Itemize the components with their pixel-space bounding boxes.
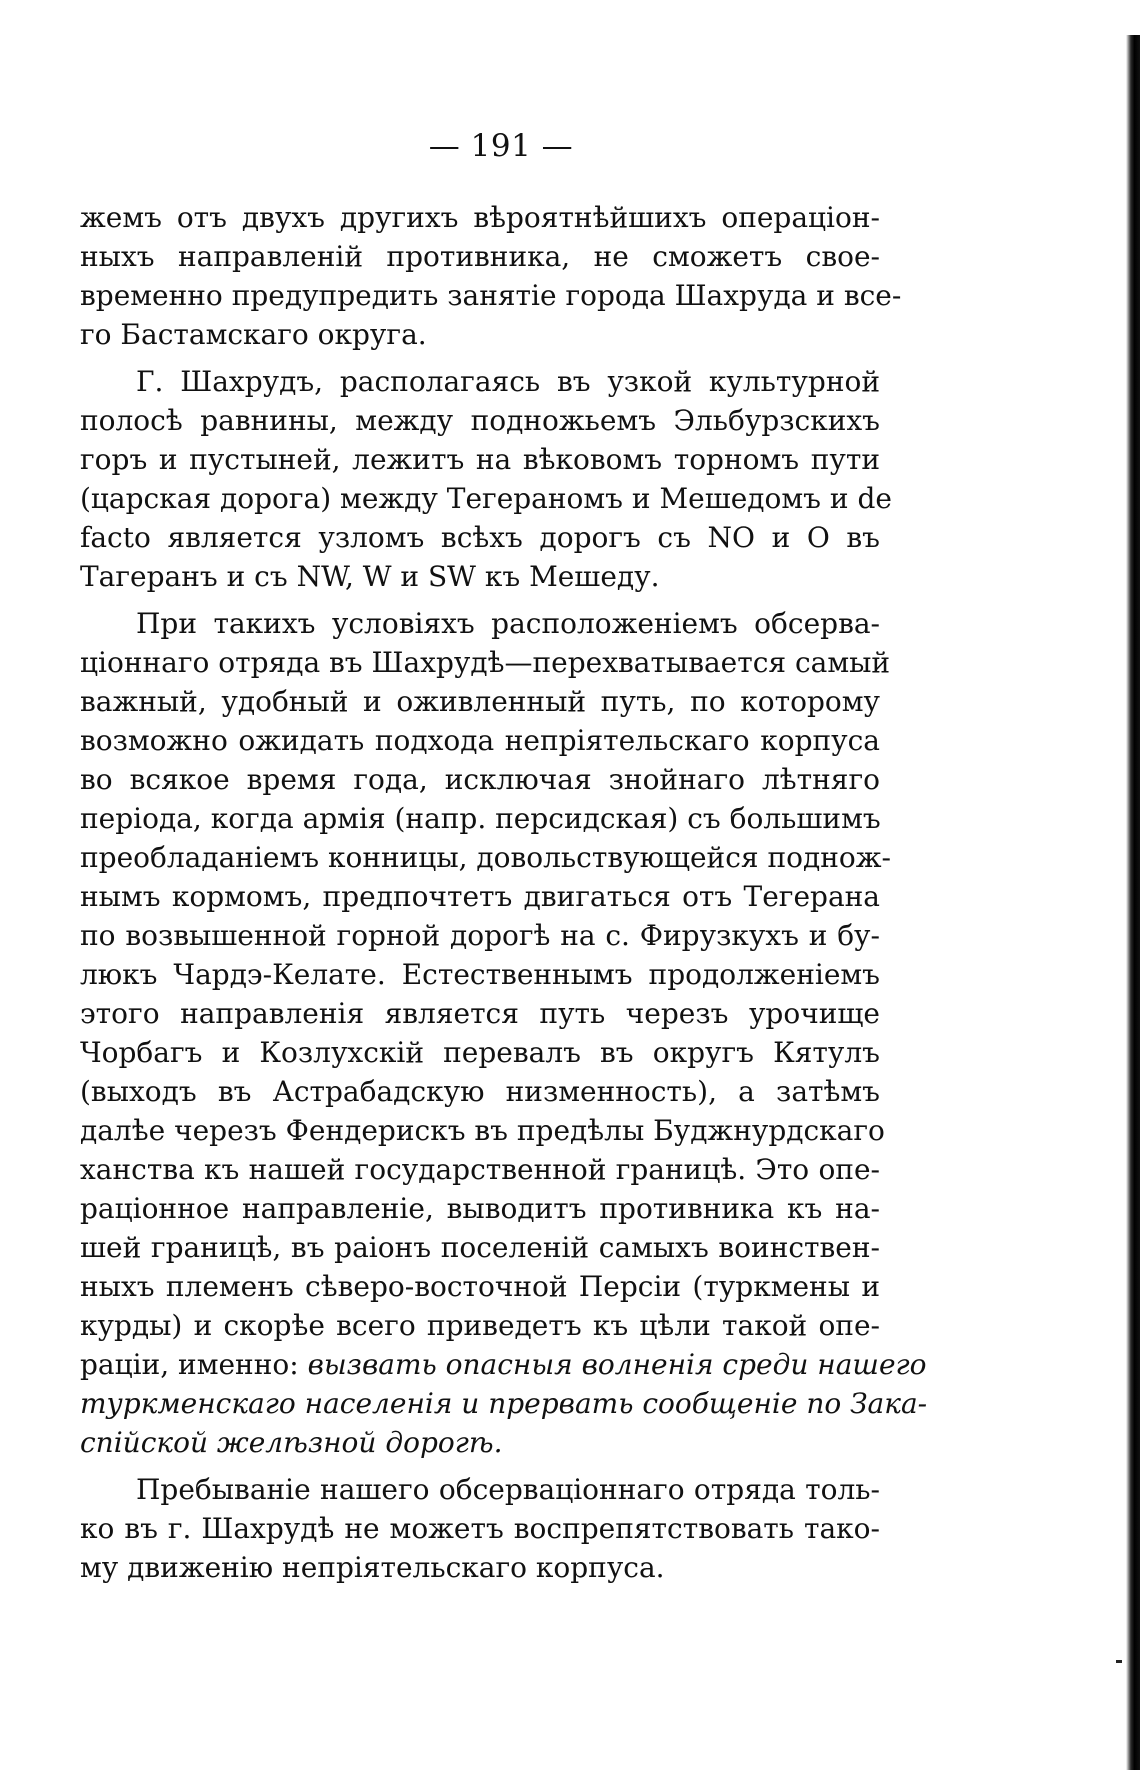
text-line: преобладаніемъ конницы, довольствующейся поднож-: [80, 841, 891, 874]
text-line: шей границѣ, въ раіонъ поселеній самыхъ воинствен-: [80, 1231, 880, 1264]
scan-speck: [1116, 1660, 1122, 1663]
text-line: ко въ г. Шахрудѣ не можетъ воспрепятствовать тако-: [80, 1512, 880, 1545]
text-line-italic: [80, 1423, 880, 1462]
text-line: ныхъ племенъ сѣверо-восточной Персіи (туркмены и: [80, 1270, 880, 1303]
text-line: курды) и скорѣе всего приведетъ къ цѣли такой опе-: [80, 1309, 880, 1342]
text-line: періода, когда армія (напр. персидская) съ большимъ: [80, 802, 881, 835]
text-line: жемъ отъ двухъ другихъ вѣроятнѣйшихъ операціон-: [80, 201, 880, 234]
paragraph-1: [80, 198, 902, 354]
emphasis-text: туркменскаго населенія и прервать сообщеніе по Зака-: [80, 1387, 928, 1420]
text-line: facto является узломъ всѣхъ дорогъ съ NO и O въ: [80, 521, 880, 554]
text-line-italic: [80, 1384, 928, 1423]
emphasis-text: спійской желѣзной дорогѣ.: [80, 1426, 503, 1459]
text-line: полосѣ равнины, между подножьемъ Эльбурзскихъ: [80, 404, 880, 437]
text-line: (выходъ въ Астрабадскую низменность), а затѣмъ: [80, 1075, 880, 1108]
text-line: го Бастамскаго округа.: [80, 318, 427, 351]
text-line: Пребываніе нашего обсерваціоннаго отряда толь-: [136, 1473, 880, 1506]
paragraph-2: [80, 362, 892, 596]
scan-edge-shadow: [1126, 35, 1140, 1770]
text-line: люкъ Чардэ-Келате. Естественнымъ продолженіемъ: [80, 958, 880, 991]
paragraph-4: [80, 1470, 880, 1587]
text-line: по возвышенной горной дорогѣ на с. Фирузкухъ и бу-: [80, 919, 880, 952]
text-line: При такихъ условіяхъ расположеніемъ обсерва-: [136, 607, 880, 640]
text-line: Чорбагъ и Козлухскій перевалъ въ округъ Кятулъ: [80, 1036, 880, 1069]
paragraph-3: [80, 604, 928, 1462]
text-line: му движенію непріятельскаго корпуса.: [80, 1551, 665, 1584]
text-line: важный, удобный и оживленный путь, по которому: [80, 685, 880, 718]
text-line: Тагеранъ и съ NW, W и SW къ Мешеду.: [80, 560, 660, 593]
text-line: горъ и пустыней, лежитъ на вѣковомъ торномъ пути: [80, 443, 880, 476]
text-line: раціонное направленіе, выводитъ противника къ на-: [80, 1192, 880, 1225]
page-number: — 191 —: [428, 128, 574, 164]
text-line: Г. Шахрудъ, располагаясь въ узкой культурной: [136, 365, 880, 398]
text-line: (царская дорога) между Тегераномъ и Мешедомъ и de: [80, 482, 892, 515]
text-line: этого направленія является путь черезъ урочище: [80, 997, 880, 1030]
text-span: раціи, именно:: [80, 1348, 308, 1381]
text-line: временно предупредить занятіе города Шахруда и все-: [80, 279, 902, 312]
text-line: ціоннаго отряда въ Шахрудѣ—перехватывается самый: [80, 646, 891, 679]
text-line: далѣе черезъ Фендерискъ въ предѣлы Буджнурдскаго: [80, 1114, 885, 1147]
emphasis-text: вызвать опасныя волненія среди нашего: [307, 1348, 927, 1381]
text-line: нымъ кормомъ, предпочтетъ двигаться отъ Тегерана: [80, 880, 880, 913]
text-line: ныхъ направленій противника, не сможетъ свое-: [80, 240, 880, 273]
text-line: ханства къ нашей государственной границѣ. Это опе-: [80, 1153, 880, 1186]
body-text: [80, 198, 928, 1587]
text-line: возможно ожидать подхода непріятельскаго корпуса: [80, 724, 880, 757]
text-line-mixed: [80, 1345, 927, 1384]
text-line: во всякое время года, исключая знойнаго лѣтняго: [80, 763, 880, 796]
